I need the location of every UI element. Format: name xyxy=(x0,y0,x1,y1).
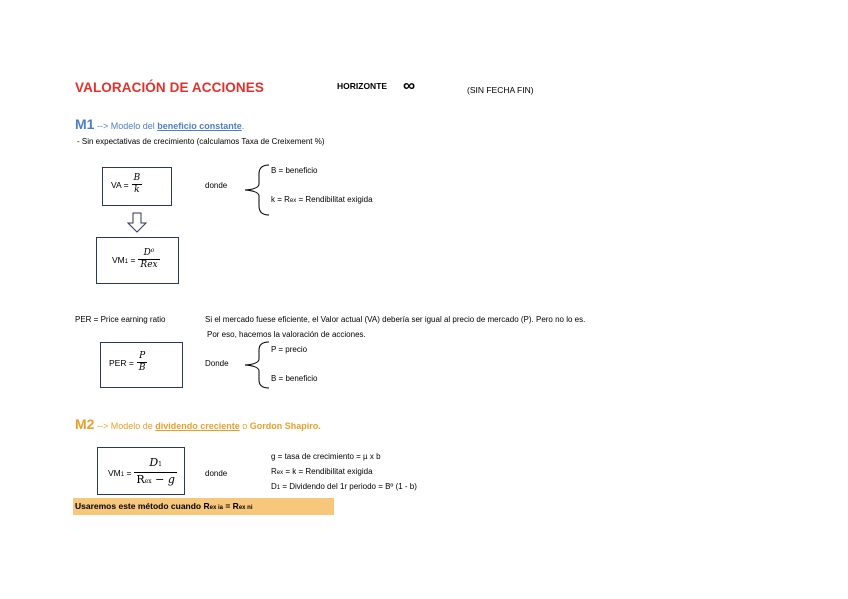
gordon-den-sub: ex xyxy=(144,478,152,485)
per-text-1: Si el mercado fuese eficiente, el Valor actual (VA) debería ser igual al precio de mercado (P). Pero no lo es. xyxy=(205,315,586,324)
m2-def-d1-sub: 1 xyxy=(276,485,281,491)
gordon-numerator xyxy=(147,456,164,472)
per-label: PER = Price earning ratio xyxy=(75,315,166,324)
per-formula-box xyxy=(100,342,183,388)
gordon-vm-eq: = xyxy=(124,467,132,478)
m1-code: M1 xyxy=(75,116,95,132)
vm1-label-sub: 1 xyxy=(124,258,129,265)
m2-link[interactable]: dividendo creciente xyxy=(155,421,240,431)
vm1-fraction xyxy=(138,248,159,271)
vm1-numerator: D⁰ xyxy=(143,248,155,258)
m2-heading xyxy=(75,416,321,432)
sin-fecha-label: (SIN FECHA FIN) xyxy=(467,85,534,95)
gordon-vm-main: VM xyxy=(108,467,121,478)
per-brace xyxy=(243,341,271,389)
m2-donde: donde xyxy=(205,469,228,478)
gordon-den-main: R xyxy=(136,473,145,486)
m1-def-k-post: = Rendibilitat exigida xyxy=(296,195,373,204)
m2-gordon: Gordon Shapiro. xyxy=(249,421,321,431)
m2-or: o xyxy=(239,421,250,431)
per-def-b: B = beneficio xyxy=(271,374,318,383)
infinity-symbol: ∞ xyxy=(403,76,416,95)
m2-def-rex xyxy=(271,467,373,476)
m1-subtitle: - Sin expectativas de crecimiento (calculamos Taxa de Creixement %) xyxy=(77,137,325,146)
m2-arrow-text: --> Modelo de xyxy=(94,421,156,431)
va-numerator: B xyxy=(133,173,141,183)
m1-def-b: B = beneficio xyxy=(271,166,318,175)
vm1-denominator: Rex xyxy=(140,260,158,270)
page-title: VALORACIÓN DE ACCIONES xyxy=(75,80,264,95)
horizonte-label: HORIZONTE xyxy=(337,81,388,91)
gordon-formula-box xyxy=(97,447,185,495)
m1-donde: donde xyxy=(205,181,228,190)
gordon-vm-label xyxy=(108,468,131,478)
gordon-num-sub: 1 xyxy=(158,461,162,468)
note-text xyxy=(75,501,253,511)
m1-dot: . xyxy=(241,121,245,131)
note-sub-1: ex ia xyxy=(209,505,223,511)
per-donde: Donde xyxy=(205,359,229,368)
vm1-formula-box xyxy=(96,237,179,284)
gordon-num-main: D xyxy=(149,456,159,469)
m1-def-k-pre: k = R xyxy=(271,195,290,204)
m2-def-d1 xyxy=(271,482,417,491)
per-def-p: P = precio xyxy=(271,345,308,354)
va-formula-box xyxy=(102,167,172,206)
va-label: VA = xyxy=(111,179,129,190)
gordon-vm-sub: 1 xyxy=(120,471,125,478)
m2-def-rex-sub: ex xyxy=(276,470,284,476)
m1-brace xyxy=(243,164,271,216)
m1-arrow-text: --> Modelo del xyxy=(94,121,158,131)
note-sub-2: ex ni xyxy=(238,505,253,511)
m2-def-rex-post: = k = Rendibilitat exigida xyxy=(283,467,373,476)
m1-heading xyxy=(75,116,244,132)
vm1-label-eq: = xyxy=(128,254,136,265)
m1-def-k-sub: ex xyxy=(289,198,297,204)
va-denominator: k xyxy=(134,185,140,195)
down-arrow-icon xyxy=(127,212,147,234)
vm1-label xyxy=(112,255,135,265)
m2-def-d1-pre: D xyxy=(271,482,277,491)
m2-def-g: g = tasa de crecimiento = µ x b xyxy=(271,452,381,461)
note-pre: Usaremos este método cuando R xyxy=(75,501,210,511)
va-fraction xyxy=(132,173,143,196)
m2-def-d1-post: = Dividendo del 1r periodo = Bº (1 - b) xyxy=(280,482,417,491)
gordon-fraction xyxy=(134,456,177,489)
m2-def-rex-pre: R xyxy=(271,467,277,476)
gordon-denominator xyxy=(134,472,177,489)
gordon-den-tail: − g xyxy=(151,473,175,486)
per-fraction xyxy=(137,351,148,374)
note-mid: = R xyxy=(222,501,239,511)
per-numerator: P xyxy=(139,351,146,361)
per-denominator: B xyxy=(138,363,146,373)
m2-code: M2 xyxy=(75,416,95,432)
m1-def-k xyxy=(271,195,373,204)
per-formula-label: PER = xyxy=(109,357,134,368)
per-text-2: Por eso, hacemos la valoración de acciones. xyxy=(207,330,366,339)
m1-link[interactable]: beneficio constante xyxy=(157,121,242,131)
vm1-label-main: VM xyxy=(112,254,125,265)
